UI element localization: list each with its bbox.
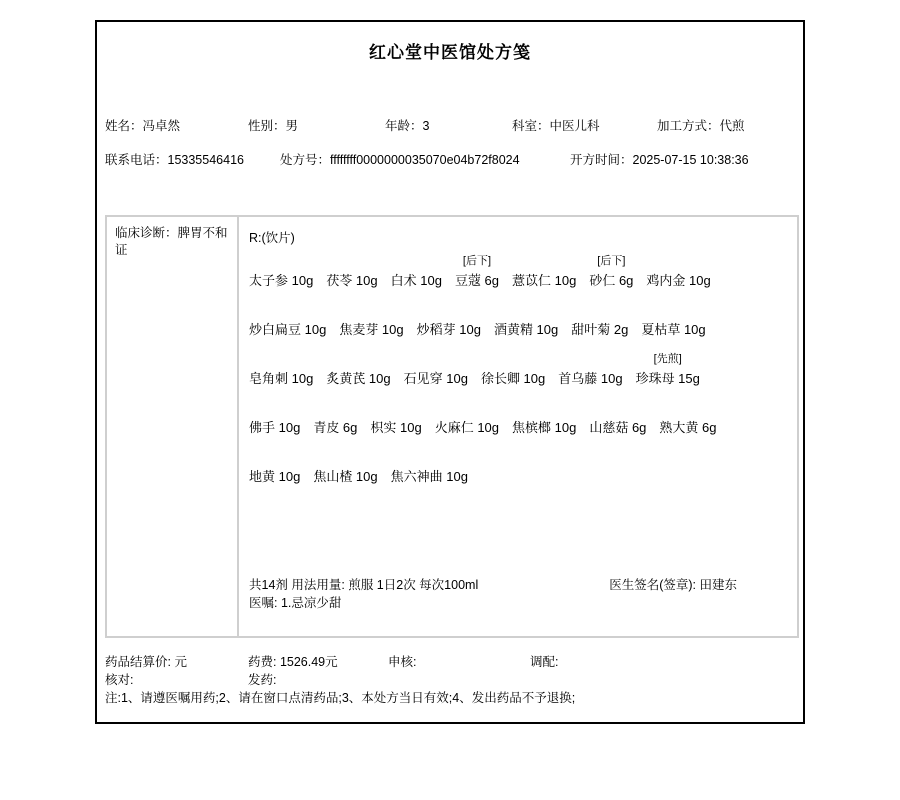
medicine-item (512, 400, 576, 437)
medicine-name-dose: 石见穿 10g (403, 371, 468, 386)
footer-note: 注:1、请遵医嘱用药;2、请在窗口点清药品;3、本处方当日有效;4、发出药品不予退换; (105, 691, 576, 705)
medicine-name-dose: 鸡内金 10g (646, 273, 711, 288)
decoction-note: [后下] (462, 255, 492, 267)
usage-line (249, 577, 789, 594)
medicine-name-dose: 焦麦芽 10g (339, 322, 404, 337)
medicine-item (641, 302, 705, 339)
medicine-item (481, 351, 545, 388)
medicine-name-dose: 豆蔻 6g (454, 273, 500, 288)
medicine-item (659, 400, 716, 437)
medicine-name-dose: 炒稻芽 10g (416, 322, 481, 337)
footer-row-2 (97, 670, 803, 688)
medicine-name-dose: 夏枯草 10g (641, 322, 706, 337)
dispense: 发药: (248, 673, 277, 687)
medical-advice: 医嘱: 1.忌凉少甜 (249, 596, 342, 610)
clinical-diagnosis: 临床诊断：脾胃不和证 (107, 217, 239, 636)
medicine-item (313, 449, 377, 486)
rx-header: R:(饮片) (249, 231, 295, 245)
patient-gender: 性别：男 (248, 119, 299, 133)
medicine-item (589, 253, 633, 290)
dispense-prepare: 调配: (530, 655, 559, 669)
medicine-name-dose: 皂角刺 10g (249, 371, 314, 386)
processing-method: 加工方式：代煎 (657, 119, 745, 133)
medicine-name-dose: 焦槟榔 10g (512, 420, 577, 435)
medicine-item (249, 253, 313, 290)
footer-row-1 (97, 652, 803, 670)
medicine-list (249, 253, 789, 498)
medicine-item (558, 351, 622, 388)
medicine-name-dose: 火麻仁 10g (434, 420, 500, 435)
prescription-document (95, 20, 805, 724)
medicine-row (249, 302, 789, 339)
medicine-item (326, 253, 377, 290)
patient-info-row (97, 116, 803, 134)
medicine-name-dose: 焦山楂 10g (313, 469, 378, 484)
medicine-item (339, 302, 403, 339)
medicine-row (249, 400, 789, 437)
patient-name: 姓名：冯卓然 (105, 119, 181, 133)
medicine-name-dose: 徐长卿 10g (480, 371, 546, 386)
medicine-name-dose: 青皮 6g (313, 420, 358, 435)
medicine-name-dose: 炒白扁豆 10g (249, 322, 327, 337)
medicine-name-dose: 茯苓 10g (326, 273, 378, 288)
prescription-info-row (97, 150, 803, 168)
page-title: 红心堂中医馆处方笺 (369, 43, 531, 62)
medicine-fee: 药费: 1526.49元 (248, 655, 338, 669)
medicine-item (249, 449, 300, 486)
medicine-item (455, 253, 499, 290)
medicine-name-dose: 山慈菇 6g (589, 420, 647, 435)
medicine-name-dose: 甜叶菊 2g (571, 322, 629, 337)
medicine-item (313, 400, 357, 437)
medicine-row (249, 351, 789, 388)
medicine-item (589, 400, 646, 437)
medicine-name-dose: 首乌藤 10g (558, 371, 623, 386)
medicine-name-dose: 炙黄芪 10g (326, 371, 391, 386)
doctor-signature: 医生签名(签章): 田建东 (609, 578, 737, 592)
medicine-name-dose: 佛手 10g (249, 420, 301, 435)
medicine-item (512, 253, 576, 290)
medicine-item (249, 400, 300, 437)
prescription-number: 处方号：ffffffff0000000035070e04b72f8024 (280, 153, 520, 167)
medicine-name-dose: 酒黄精 10g (493, 322, 559, 337)
medicine-name-dose: 太子参 10g (249, 273, 314, 288)
dosage-usage: 共14剂 用法用量: 煎服 1日2次 每次100ml (249, 578, 479, 592)
contact-phone: 联系电话：15335546416 (105, 153, 244, 167)
medicine-item (417, 302, 481, 339)
medicine-item (646, 253, 710, 290)
medicine-row (249, 253, 789, 290)
decoction-note: [先煎] (653, 353, 682, 365)
patient-age: 年龄：3 (385, 119, 430, 133)
medicine-name-dose: 焦六神曲 10g (390, 469, 468, 484)
prescribe-time: 开方时间：2025-07-15 10:38:36 (570, 153, 749, 167)
medicine-item (494, 302, 558, 339)
prescription-box (105, 215, 799, 638)
medicine-item (249, 302, 326, 339)
medicine-item (404, 351, 468, 388)
review: 申核: (388, 655, 417, 669)
medicine-item (636, 351, 700, 388)
medicine-item (370, 400, 421, 437)
settlement-price: 药品结算价: 元 (105, 655, 187, 669)
medicine-name-dose: 薏苡仁 10g (512, 273, 577, 288)
decoction-note: [后下] (597, 255, 626, 267)
medicine-name-dose: 白术 10g (390, 273, 442, 288)
medicine-name-dose: 地黄 10g (249, 469, 301, 484)
medicine-item (249, 351, 313, 388)
medicine-name-dose: 熟大黄 6g (659, 420, 717, 435)
medicine-item (571, 302, 628, 339)
check: 核对: (105, 673, 134, 687)
medicine-item (326, 351, 390, 388)
medicine-item (391, 449, 468, 486)
rx-cell (239, 217, 797, 636)
usage-block (249, 577, 789, 612)
medicine-item (435, 400, 499, 437)
medicine-item (391, 253, 442, 290)
medicine-name-dose: 珍珠母 15g (635, 371, 700, 386)
medicine-row (249, 449, 789, 486)
medicine-name-dose: 枳实 10g (370, 420, 422, 435)
medicine-name-dose: 砂仁 6g (589, 273, 634, 288)
department: 科室：中医儿科 (512, 119, 600, 133)
